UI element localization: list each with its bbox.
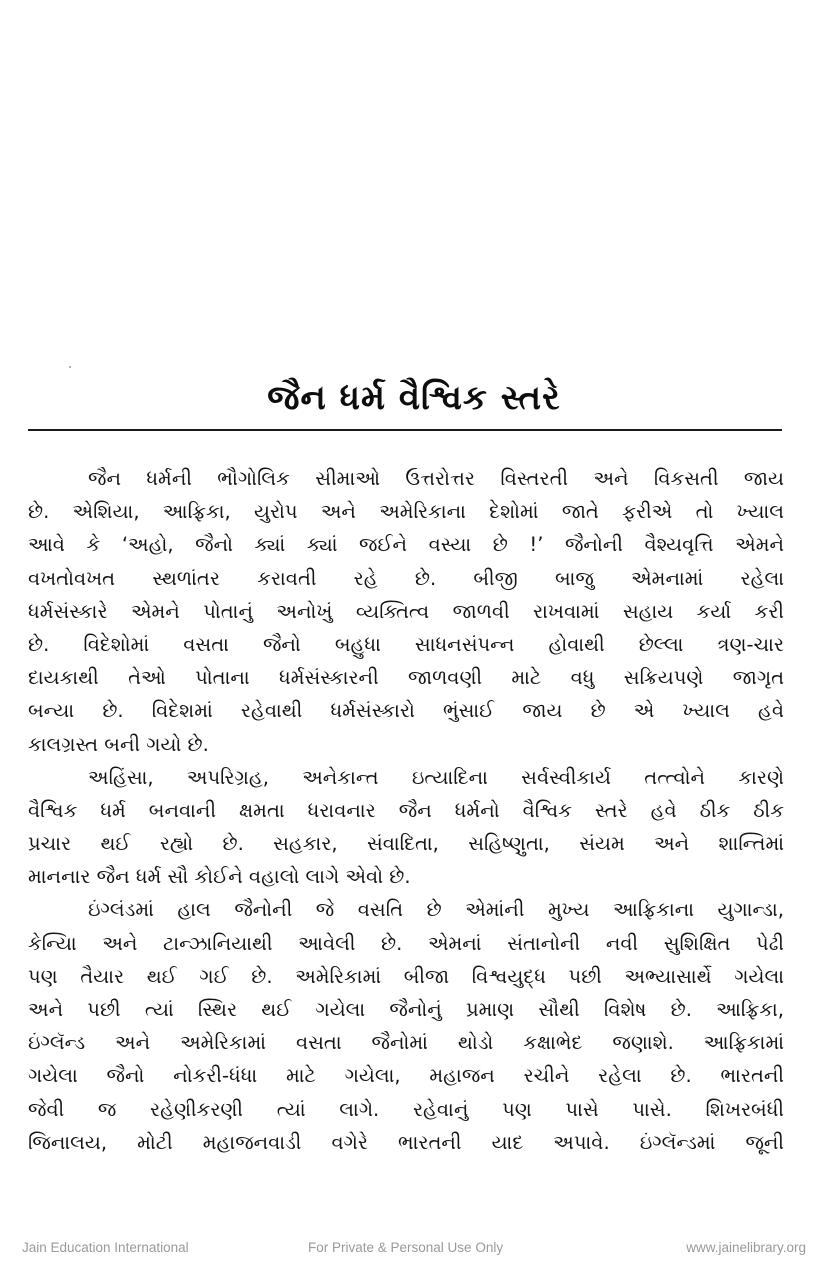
paragraph-1 — [28, 462, 784, 761]
footer-publisher: Jain Education International — [22, 1240, 189, 1255]
text-line: જૈન ધર્મની ભૌગોલિક સીમાઓ ઉત્તરોત્તર વિસ્તરતી અને વિકસતી જાય — [88, 467, 784, 490]
text-line: ઇંગ્લંડમાં હાલ જૈનોની જે વસતિ છે એમાંની મુખ્ય આફ્રિકાના યુગાન્ડા, — [88, 898, 784, 922]
text-line: જિનાલય, મોટી મહાજનવાડી વગેરે ભારતની યાદ અપાવે. ઇંગ્લૅન્ડમાં જૂની — [28, 1130, 784, 1154]
text-line: અને પછી ત્યાં સ્થિર થઈ ગયેલા જૈનોનું પ્રમાણ સૌથી વિશેષ છે. આફ્રિકા, — [28, 998, 784, 1021]
text-line: છે. વિદેશોમાં વસતા જૈનો બહુધા સાધનસંપન્ન હોવાથી છેલ્લા ત્રણ-ચાર — [28, 632, 784, 656]
page-footer — [0, 1240, 828, 1260]
text-line: છે. એશિયા, આફ્રિકા, યુરોપ અને અમેરિકાના દેશોમાં જાતે ફરીએ તો ખ્યાલ — [28, 500, 784, 524]
paragraph-2 — [28, 761, 784, 894]
text-line: કેન્યિા અને ટાન્ઝાનિયાથી આવેલી છે. એમનાં સંતાનોની નવી સુશિક્ષિત પેઢી — [28, 931, 784, 955]
scan-speck — [69, 366, 71, 368]
title-underline-rule — [28, 429, 782, 431]
text-line: ગયેલા જૈનો નોકરી-ધંધા માટે ગયેલા, મહાજન રચીને રહેલા છે. ભારતની — [28, 1064, 784, 1088]
footer-usage-notice: For Private & Personal Use Only — [308, 1240, 504, 1255]
text-line: ધર્મસંસ્કારે એમને પોતાનું અનોખું વ્યક્તિત્વ જાળવી રાખવામાં સહાય કર્યા કરી — [28, 599, 784, 623]
text-line: વૈશ્વિક ધર્મ બનવાની ક્ષમતા ધરાવનાર જૈન ધર્મનો વૈશ્વિક સ્તરે હવે ઠીક ઠીક — [28, 798, 784, 822]
text-line: પણ તૈયાર થઈ ગઈ છે. અમેરિકામાં બીજા વિશ્વયુદ્ધ પછી અભ્યાસાર્થે ગયેલા — [28, 964, 784, 988]
text-line: માનનાર જૈન ધર્મ સૌ કોઈને વહાલો લાગે એવો છે. — [28, 865, 411, 889]
text-line: દાયકાથી તેઓ પોતાના ધર્મસંસ્કારની જાળવણી માટે વધુ સક્રિયપણે જાગૃત — [28, 666, 784, 690]
footer-website-link[interactable]: www.jainelibrary.org — [686, 1240, 806, 1255]
paragraph-3 — [28, 893, 784, 1159]
text-line: અહિંસા, અપરિગ્રહ, અનેકાન્ત ઇત્યાદિના સર્વસ્વીકાર્ય તત્ત્વોને કારણે — [88, 765, 784, 789]
text-line: જેવી જ રહેણીકરણી ત્યાં લાગે. રહેવાનું પણ પાસે પાસે. શિખરબંધી — [28, 1097, 784, 1121]
page-title: જૈન ધર્મ વૈશ્વિક સ્તરે — [267, 378, 561, 418]
text-line: પ્રચાર થઈ રહ્યો છે. સહકાર, સંવાદિતા, સહિષ્ણુતા, સંયમ અને શાન્તિમાં — [28, 832, 784, 856]
text-line: કાલગ્રસ્ત બની ગયો છે. — [28, 732, 209, 756]
text-line: ઇંગ્લૅન્ડ અને અમેરિકામાં વસતા જૈનોમાં થોડો કક્ષાભેદ જણાશે. આફ્રિકામાં — [28, 1031, 784, 1055]
text-line: વખતોવખત સ્થળાંતર કરાવતી રહે છે. બીજી બાજુ એમનામાં રહેલા — [28, 566, 784, 590]
article-body — [28, 462, 784, 1159]
text-line: બન્યા છે. વિદેશમાં રહેવાથી ધર્મસંસ્કારો ભુંસાઈ જાય છે એ ખ્યાલ હવે — [28, 699, 784, 723]
text-line: આવે કે ‘અહો, જૈનો ક્યાં ક્યાં જઈને વસ્યા છે !’ જૈનોની વૈશ્યવૃત્તિ એમને — [28, 533, 784, 557]
